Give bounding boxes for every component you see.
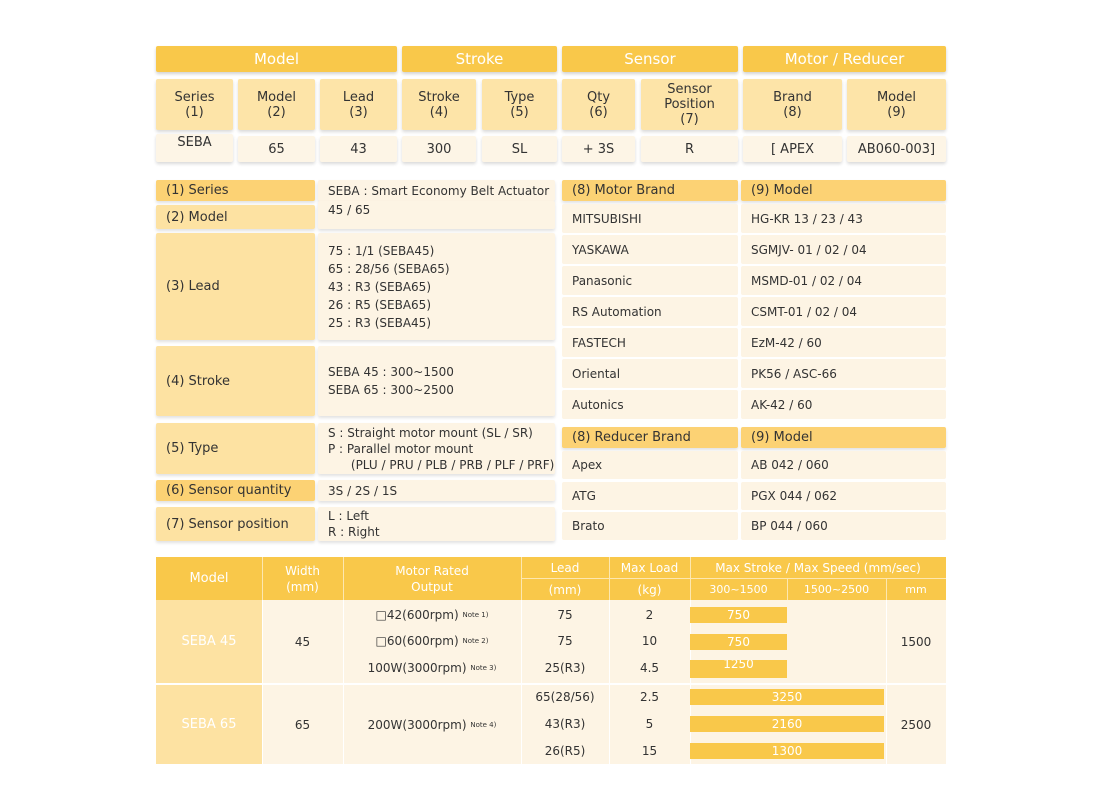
legend-label-model: (2) Model [156, 205, 315, 229]
speed-bar: 1250 [690, 660, 787, 678]
legend-label-sensor-position: (7) Sensor position [156, 507, 315, 541]
legend-desc-sensor-position: L : Left R : Right [318, 507, 555, 541]
value-stroke: 300 [402, 136, 476, 162]
header-sensor: Sensor [562, 46, 738, 72]
motor-model: HG-KR 13 / 23 / 43 [741, 204, 946, 233]
value-motor-model: AB060-003] [847, 136, 946, 162]
spec-stroke-seba45: 1500 [900, 634, 932, 649]
sub-motor-model: Model (9) [847, 79, 946, 130]
motor-brand: Oriental [562, 359, 738, 388]
motor-brand-header: (8) Motor Brand [562, 180, 738, 201]
legend-label-stroke: (4) Stroke [156, 346, 315, 416]
spec-motor: 100W(3000rpm) Note 3) [367, 660, 497, 675]
spec-header-maxload-unit: (kg) [609, 579, 690, 600]
legend-desc-lead: 75 : 1/1 (SEBA45) 65 : 28/56 (SEBA65) 43 : R3 (SEBA65) 26 : R5 (SEBA65) 25 : R3 (SEBA45) [318, 233, 555, 340]
spec-load: 10 [641, 633, 658, 648]
value-brand: [ APEX [743, 136, 842, 162]
spec-lead: 26(R5) [544, 743, 586, 758]
motor-brand: YASKAWA [562, 235, 738, 264]
legend-label-sensor-qty: (6) Sensor quantity [156, 480, 315, 501]
reducer-brand: Brato [562, 512, 738, 540]
header-motor-reducer: Motor / Reducer [743, 46, 946, 72]
spec-header-lead-unit: (mm) [521, 579, 609, 600]
reducer-brand: Apex [562, 451, 738, 479]
spec-motor: 200W(3000rpm) Note 4) [367, 717, 497, 732]
motor-brand: FASTECH [562, 328, 738, 357]
header-divider [521, 557, 522, 600]
spec-header-range2: 1500~2500 [787, 579, 886, 600]
spec-header-mm: mm [886, 579, 946, 600]
legend-desc-model: 45 / 65 [318, 201, 555, 229]
spec-motor: □60(600rpm) Note 2) [375, 633, 489, 648]
speed-bar: 1300 [690, 743, 884, 759]
legend-desc-sensor-qty: 3S / 2S / 1S [318, 480, 555, 501]
col-divider [690, 600, 691, 764]
header-divider [886, 579, 887, 600]
motor-model: SGMJV- 01 / 02 / 04 [741, 235, 946, 264]
reducer-model: PGX 044 / 062 [741, 482, 946, 510]
spec-lead: 75 [557, 607, 573, 622]
spec-lead: 25(R3) [544, 660, 586, 675]
speed-bar: 750 [690, 634, 787, 650]
reducer-model-header: (9) Model [741, 427, 946, 448]
value-model: 65 [238, 136, 315, 162]
sub-qty: Qty (6) [562, 79, 635, 130]
spec-header-lead: Lead [521, 557, 609, 579]
legend-label-type: (5) Type [156, 423, 315, 474]
reducer-brand-header: (8) Reducer Brand [562, 427, 738, 448]
spec-header-width: Width (mm) [262, 557, 343, 600]
spec-header-motor: Motor Rated Output [343, 557, 521, 600]
legend-desc-series: SEBA : Smart Economy Belt Actuator [318, 180, 555, 201]
spec-load: 2.5 [639, 689, 660, 704]
motor-model-header: (9) Model [741, 180, 946, 201]
sub-stroke: Stroke (4) [402, 79, 476, 130]
spec-lead: 65(28/56) [535, 689, 595, 704]
spec-header-model: Model [156, 557, 262, 600]
motor-brand: Autonics [562, 390, 738, 419]
reducer-model: BP 044 / 060 [741, 512, 946, 540]
reducer-model: AB 042 / 060 [741, 451, 946, 479]
spec-load: 15 [641, 743, 658, 758]
spec-lead: 75 [557, 633, 573, 648]
motor-model: CSMT-01 / 02 / 04 [741, 297, 946, 326]
value-sensor-position: R [641, 136, 738, 162]
spec-header-range1: 300~1500 [690, 579, 787, 600]
spec-model-seba65: SEBA 65 [181, 717, 237, 732]
sub-model: Model (2) [238, 79, 315, 130]
legend-label-series: (1) Series [156, 180, 315, 201]
spec-load: 5 [645, 716, 654, 731]
header-divider [787, 579, 788, 600]
sub-series: Series (1) [156, 79, 233, 130]
motor-model: EzM-42 / 60 [741, 328, 946, 357]
spec-model-seba45: SEBA 45 [181, 634, 237, 649]
header-model: Model [156, 46, 397, 72]
value-type: SL [482, 136, 557, 162]
speed-bar: 2160 [690, 716, 884, 732]
reducer-brand: ATG [562, 482, 738, 510]
spec-load: 4.5 [639, 660, 660, 675]
value-qty: + 3S [562, 136, 635, 162]
legend-desc-stroke: SEBA 45 : 300~1500 SEBA 65 : 300~2500 [318, 346, 555, 416]
header-divider [609, 557, 610, 600]
spec-header-maxload: Max Load [609, 557, 690, 579]
sub-type: Type (5) [482, 79, 557, 130]
legend-label-lead: (3) Lead [156, 233, 315, 340]
motor-model: PK56 / ASC-66 [741, 359, 946, 388]
header-divider [262, 557, 263, 600]
motor-model: MSMD-01 / 02 / 04 [741, 266, 946, 295]
motor-brand: MITSUBISHI [562, 204, 738, 233]
spec-stroke-seba65: 2500 [900, 717, 932, 732]
spec-lead: 43(R3) [544, 716, 586, 731]
legend-desc-type: S : Straight motor mount (SL / SR) P : Parallel motor mount (PLU / PRU / PLB / PRB / PLF / PRF) [318, 423, 555, 474]
sub-brand: Brand (8) [743, 79, 842, 130]
motor-brand: Panasonic [562, 266, 738, 295]
speed-bar: 750 [690, 607, 787, 623]
spec-motor: □42(600rpm) Note 1) [375, 607, 489, 622]
motor-brand: RS Automation [562, 297, 738, 326]
header-stroke: Stroke [402, 46, 557, 72]
spec-load: 2 [645, 607, 654, 622]
header-divider [343, 557, 344, 600]
spec-header-maxstroke: Max Stroke / Max Speed (mm/sec) [690, 557, 946, 579]
sub-sensor-position: Sensor Position (7) [641, 79, 738, 130]
header-divider [690, 557, 691, 600]
speed-bar: 3250 [690, 689, 884, 705]
spec-width-seba45: 45 [294, 634, 311, 649]
spec-width-seba65: 65 [294, 717, 311, 732]
sub-lead: Lead (3) [320, 79, 397, 130]
header-divider [521, 578, 946, 579]
value-series: SEBA [156, 134, 233, 162]
motor-model: AK-42 / 60 [741, 390, 946, 419]
value-lead: 43 [320, 136, 397, 162]
